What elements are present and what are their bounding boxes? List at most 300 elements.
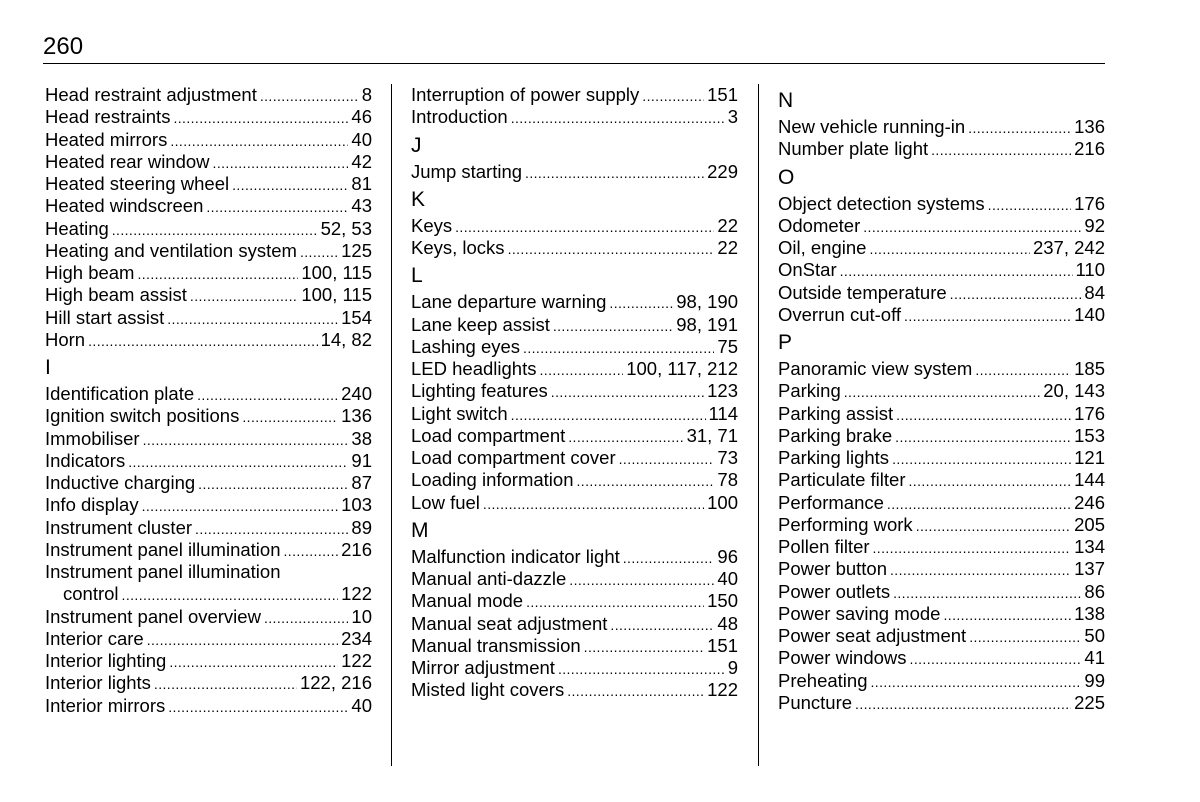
- entry-term: Puncture: [778, 691, 853, 713]
- index-entry: [45, 240, 372, 262]
- index-column-3: [778, 84, 1105, 714]
- header-rule: [43, 63, 1105, 64]
- index-entry: [778, 304, 1105, 326]
- section-letter: M: [411, 518, 429, 542]
- entry-term: Outside temperature: [778, 281, 947, 303]
- entry-term: Info display: [45, 494, 139, 516]
- dot-leader: [190, 285, 298, 307]
- index-entry: [778, 536, 1105, 558]
- entry-pages: 100: [707, 491, 738, 513]
- dot-leader: [887, 493, 1071, 515]
- entry-term: Parking brake: [778, 424, 893, 446]
- entry-term: Lane departure warning: [411, 291, 607, 313]
- entry-pages: 110: [1075, 259, 1105, 281]
- entry-pages: 136: [1074, 116, 1105, 137]
- dot-leader: [525, 162, 704, 184]
- entry-term: Instrument panel overview: [45, 605, 261, 627]
- entry-pages: 103: [341, 494, 372, 516]
- dot-leader: [511, 404, 706, 426]
- index-entry: [778, 380, 1105, 402]
- entry-term: High beam assist: [45, 284, 187, 306]
- index-entry-continuation: [45, 583, 372, 605]
- entry-pages: 100, 115: [301, 284, 372, 306]
- entry-term: Low fuel: [411, 491, 480, 513]
- entry-pages: 234: [341, 627, 372, 649]
- index-entry: [411, 568, 738, 590]
- entry-pages: 216: [341, 538, 372, 560]
- entry-pages: 185: [1074, 358, 1105, 379]
- entry-pages: 43: [351, 195, 372, 217]
- index-entry: [778, 625, 1105, 647]
- entry-term: Instrument panel illumination: [45, 538, 281, 560]
- entry-pages: 41: [1084, 647, 1105, 669]
- entry-term: New vehicle running-in: [778, 116, 966, 137]
- index-entry: [411, 380, 738, 402]
- entry-pages: 31, 71: [686, 424, 738, 446]
- entry-pages: 125: [341, 239, 372, 261]
- entry-pages: 100, 117, 212: [626, 358, 738, 379]
- index-entry: [778, 116, 1105, 138]
- entry-term: Lighting features: [411, 380, 548, 402]
- dot-leader: [844, 381, 1041, 403]
- index-entry: [411, 215, 738, 237]
- index-entry: [411, 291, 738, 313]
- dot-leader: [968, 117, 1071, 139]
- dot-leader: [128, 451, 348, 473]
- index-entry: [45, 472, 372, 494]
- dot-leader: [173, 107, 348, 129]
- entry-term: Parking: [778, 380, 841, 402]
- entry-pages: 87: [351, 472, 372, 493]
- entry-pages: 246: [1074, 491, 1105, 513]
- column-divider: [391, 84, 392, 766]
- entry-pages: 9: [727, 657, 738, 678]
- entry-term: Load compartment: [411, 424, 566, 446]
- dot-leader: [553, 315, 673, 337]
- entry-term: Oil, engine: [778, 237, 867, 258]
- section-letter: L: [411, 264, 423, 288]
- entry-term: Performing work: [778, 513, 913, 535]
- index-entry: [45, 383, 372, 405]
- entry-term: Heating and ventilation system: [45, 239, 297, 261]
- dot-leader: [284, 540, 339, 562]
- dot-leader: [170, 130, 348, 152]
- index-entry: [45, 561, 372, 583]
- index-entry: [411, 358, 738, 380]
- index-entry: [45, 450, 372, 472]
- entry-pages: 14, 82: [320, 328, 372, 350]
- entry-term: Hill start assist: [45, 306, 165, 328]
- dot-leader: [523, 337, 714, 359]
- index-entry: [411, 447, 738, 469]
- index-entry: [778, 492, 1105, 514]
- entry-pages: 38: [351, 427, 372, 449]
- entry-term-continuation: control: [63, 583, 119, 605]
- entry-pages: 150: [707, 590, 738, 612]
- index-entry: [778, 425, 1105, 447]
- index-entry: [45, 106, 372, 128]
- entry-pages: 122: [707, 679, 738, 701]
- dot-leader: [143, 429, 349, 451]
- page-number: 260: [43, 33, 84, 60]
- dot-leader: [969, 626, 1081, 648]
- entry-term: Pollen filter: [778, 536, 870, 557]
- index-entry: [778, 581, 1105, 603]
- entry-pages: 92: [1084, 214, 1105, 236]
- entry-pages: 205: [1074, 513, 1105, 535]
- entry-term: Interior lighting: [45, 650, 167, 671]
- entry-pages: 3: [727, 106, 738, 128]
- dot-leader: [855, 693, 1071, 715]
- dot-leader: [988, 194, 1071, 216]
- section-letter: K: [411, 187, 426, 211]
- index-entry: [778, 447, 1105, 469]
- dot-leader: [893, 582, 1081, 604]
- entry-pages: 154: [341, 306, 372, 328]
- entry-term: Power button: [778, 558, 888, 580]
- entry-pages: 22: [717, 237, 738, 258]
- entry-pages: 122: [341, 650, 372, 671]
- index-entry: [45, 84, 372, 106]
- dot-leader: [569, 569, 714, 591]
- dot-leader: [904, 305, 1071, 327]
- index-entry: [45, 428, 372, 450]
- index-entry: [411, 161, 738, 183]
- dot-leader: [863, 216, 1081, 238]
- entry-pages: 40: [351, 694, 372, 716]
- entry-term: Interior care: [45, 627, 144, 649]
- entry-term: Panoramic view system: [778, 358, 973, 379]
- index-entry: [778, 358, 1105, 380]
- entry-pages: 240: [341, 383, 372, 404]
- entry-pages: 40: [717, 568, 738, 589]
- entry-pages: 22: [717, 214, 738, 236]
- dot-leader: [455, 216, 714, 238]
- entry-pages: 84: [1084, 281, 1105, 303]
- index-entry: [45, 628, 372, 650]
- entry-pages: 75: [717, 335, 738, 357]
- entry-pages: 151: [707, 84, 738, 105]
- dot-leader: [526, 591, 704, 613]
- entry-term: Light switch: [411, 402, 508, 424]
- entry-term: Heating: [45, 217, 109, 239]
- index-entry: [411, 635, 738, 657]
- dot-leader: [931, 139, 1071, 161]
- entry-term: Power saving mode: [778, 602, 941, 624]
- index-column-2: [411, 84, 738, 702]
- entry-pages: 122, 216: [299, 672, 372, 694]
- dot-leader: [890, 559, 1071, 581]
- entry-pages: 99: [1084, 669, 1105, 691]
- dot-leader: [147, 629, 338, 651]
- index-entry: [45, 151, 372, 173]
- entry-pages: 153: [1074, 424, 1105, 446]
- dot-leader: [300, 241, 338, 263]
- dot-leader: [623, 547, 715, 569]
- entry-pages: 134: [1074, 536, 1105, 557]
- entry-term: Interior lights: [45, 672, 151, 694]
- entry-pages: 73: [717, 447, 738, 468]
- index-entry: [411, 657, 738, 679]
- entry-term: Keys: [411, 214, 453, 236]
- dot-leader: [870, 671, 1081, 693]
- index-entry: [45, 695, 372, 717]
- index-entry: [411, 403, 738, 425]
- index-entry: [778, 237, 1105, 259]
- index-entry: [411, 106, 738, 128]
- section-letter: J: [411, 133, 422, 157]
- entry-term: Manual anti-dazzle: [411, 568, 567, 589]
- dot-leader: [167, 308, 338, 330]
- entry-pages: 40: [351, 128, 372, 150]
- dot-leader: [950, 283, 1082, 305]
- dot-leader: [943, 604, 1071, 626]
- entry-term: Heated steering wheel: [45, 173, 230, 194]
- entry-term: Interior mirrors: [45, 694, 166, 716]
- dot-leader: [873, 537, 1072, 559]
- dot-leader: [206, 196, 348, 218]
- entry-pages: 151: [707, 634, 738, 656]
- index-column-1: [45, 84, 372, 717]
- entry-term: Introduction: [411, 106, 508, 128]
- entry-pages: 86: [1084, 580, 1105, 602]
- entry-term: OnStar: [778, 259, 837, 281]
- index-entry: [778, 558, 1105, 580]
- entry-pages: 100, 115: [301, 262, 372, 283]
- index-entry: [778, 647, 1105, 669]
- entry-pages: 91: [351, 449, 372, 471]
- index-entry: [778, 514, 1105, 536]
- dot-leader: [567, 680, 704, 702]
- entry-term: Power seat adjustment: [778, 625, 967, 646]
- entry-pages: 121: [1074, 447, 1105, 468]
- dot-leader: [539, 359, 623, 381]
- column-divider: [758, 84, 759, 766]
- index-entry: [778, 259, 1105, 281]
- entry-term: Instrument panel illumination: [45, 561, 281, 582]
- index-entry: [45, 650, 372, 672]
- entry-pages: 216: [1074, 138, 1105, 160]
- dot-leader: [619, 448, 715, 470]
- entry-pages: 176: [1074, 402, 1105, 424]
- entry-pages: 96: [717, 545, 738, 567]
- dot-leader: [610, 614, 714, 636]
- dot-leader: [197, 384, 338, 406]
- index-entry: [411, 613, 738, 635]
- entry-term: Loading information: [411, 469, 574, 491]
- index-entry: [45, 494, 372, 516]
- entry-pages: 52, 53: [320, 217, 372, 239]
- dot-leader: [508, 238, 715, 260]
- index-entry: [411, 590, 738, 612]
- entry-pages: 98, 190: [676, 291, 738, 313]
- entry-term: Power windows: [778, 647, 907, 669]
- dot-leader: [168, 696, 348, 718]
- dot-leader: [551, 381, 704, 403]
- section-letter: N: [778, 89, 794, 112]
- entry-term: Object detection systems: [778, 192, 985, 214]
- index-entry: [45, 606, 372, 628]
- index-entry: [778, 670, 1105, 692]
- entry-pages: 176: [1074, 192, 1105, 214]
- index-entry: [45, 262, 372, 284]
- dot-leader: [975, 359, 1071, 381]
- entry-pages: 78: [717, 469, 738, 491]
- index-entry: [778, 469, 1105, 491]
- entry-term: Inductive charging: [45, 472, 196, 493]
- dot-leader: [910, 648, 1082, 670]
- dot-leader: [142, 495, 339, 517]
- index-entry: [45, 129, 372, 151]
- dot-leader: [264, 607, 348, 629]
- dot-leader: [169, 651, 338, 673]
- index-entry: [45, 195, 372, 217]
- index-entry: [778, 215, 1105, 237]
- dot-leader: [909, 470, 1072, 492]
- dot-leader: [122, 584, 339, 606]
- entry-term: Number plate light: [778, 138, 929, 160]
- entry-term: LED headlights: [411, 358, 537, 379]
- dot-leader: [483, 493, 704, 515]
- index-entry: [45, 672, 372, 694]
- dot-leader: [260, 85, 359, 107]
- entry-term: Parking lights: [778, 447, 890, 468]
- entry-term: Interruption of power supply: [411, 84, 640, 105]
- entry-pages: 98, 191: [676, 313, 738, 335]
- dot-leader: [577, 470, 715, 492]
- entry-term: Jump starting: [411, 160, 523, 182]
- section-letter: P: [778, 331, 793, 354]
- index-entry: [45, 329, 372, 351]
- dot-leader: [584, 636, 704, 658]
- entry-term: Identification plate: [45, 383, 195, 404]
- entry-term: Ignition switch positions: [45, 405, 240, 427]
- index-entry: [45, 405, 372, 427]
- dot-leader: [88, 330, 317, 352]
- dot-leader: [558, 658, 725, 680]
- index-entry: [411, 469, 738, 491]
- entry-term: Preheating: [778, 669, 868, 691]
- entry-term: Manual transmission: [411, 634, 581, 656]
- index-entry: [411, 84, 738, 106]
- entry-term: Horn: [45, 328, 86, 350]
- entry-pages: 10: [351, 605, 372, 627]
- entry-term: Parking assist: [778, 402, 894, 424]
- dot-leader: [242, 406, 338, 428]
- entry-pages: 46: [351, 106, 372, 128]
- entry-term: Misted light covers: [411, 679, 565, 701]
- index-entry: [778, 282, 1105, 304]
- index-entry: [411, 546, 738, 568]
- dot-leader: [137, 263, 298, 285]
- dot-leader: [895, 426, 1071, 448]
- dot-leader: [232, 174, 348, 196]
- section-letter: O: [778, 165, 795, 189]
- dot-leader: [609, 292, 673, 314]
- entry-term: Lane keep assist: [411, 313, 550, 335]
- dot-leader: [869, 238, 1030, 260]
- dot-leader: [568, 426, 683, 448]
- entry-term: Manual seat adjustment: [411, 612, 608, 634]
- dot-leader: [840, 260, 1073, 282]
- index-entry: [411, 679, 738, 701]
- index-entry: [411, 492, 738, 514]
- dot-leader: [195, 518, 348, 540]
- entry-term: Heated mirrors: [45, 128, 168, 150]
- entry-pages: 50: [1084, 625, 1105, 646]
- entry-pages: 122: [341, 583, 372, 605]
- index-entry: [778, 603, 1105, 625]
- entry-pages: 229: [707, 160, 738, 182]
- entry-pages: 138: [1074, 602, 1105, 624]
- entry-term: Heated rear window: [45, 150, 210, 172]
- index-entry: [45, 517, 372, 539]
- index-entry: [411, 237, 738, 259]
- index-entry: [411, 314, 738, 336]
- entry-term: High beam: [45, 262, 135, 283]
- entry-pages: 225: [1074, 691, 1105, 713]
- index-entry: [45, 173, 372, 195]
- entry-pages: 114: [708, 402, 738, 424]
- dot-leader: [916, 515, 1071, 537]
- index-entry: [778, 403, 1105, 425]
- index-entry: [778, 193, 1105, 215]
- entry-term: Load compartment cover: [411, 447, 616, 468]
- dot-leader: [892, 448, 1071, 470]
- index-entry: [45, 307, 372, 329]
- dot-leader: [198, 473, 348, 495]
- entry-pages: 144: [1074, 469, 1105, 491]
- index-entry: [778, 692, 1105, 714]
- dot-leader: [896, 404, 1071, 426]
- entry-pages: 237, 242: [1032, 237, 1105, 258]
- section-letter: I: [45, 356, 51, 379]
- entry-term: Performance: [778, 491, 884, 513]
- entry-term: Instrument cluster: [45, 516, 193, 538]
- entry-pages: 123: [707, 380, 738, 402]
- entry-term: Power outlets: [778, 580, 891, 602]
- entry-term: Overrun cut-off: [778, 303, 902, 325]
- dot-leader: [642, 85, 704, 107]
- entry-pages: 89: [351, 516, 372, 538]
- index-entry: [45, 218, 372, 240]
- entry-term: Head restraints: [45, 106, 171, 128]
- entry-pages: 137: [1074, 558, 1105, 580]
- index-entry: [45, 284, 372, 306]
- entry-pages: 140: [1074, 303, 1105, 325]
- entry-term: Mirror adjustment: [411, 657, 555, 678]
- index-entry: [45, 539, 372, 561]
- entry-term: Indicators: [45, 449, 126, 471]
- entry-term: Heated windscreen: [45, 195, 204, 217]
- index-entry: [778, 138, 1105, 160]
- entry-term: Head restraint adjustment: [45, 84, 257, 105]
- entry-term: Keys, locks: [411, 237, 505, 258]
- entry-pages: 42: [351, 150, 372, 172]
- entry-term: Manual mode: [411, 590, 524, 612]
- index-entry: [411, 336, 738, 358]
- entry-pages: 136: [341, 405, 372, 427]
- dot-leader: [112, 219, 318, 241]
- dot-leader: [511, 107, 725, 129]
- dot-leader: [213, 152, 349, 174]
- entry-term: Lashing eyes: [411, 335, 521, 357]
- entry-pages: 8: [361, 84, 372, 105]
- entry-pages: 48: [717, 612, 738, 634]
- entry-pages: 81: [351, 173, 372, 194]
- entry-term: Odometer: [778, 214, 861, 236]
- index-entry: [411, 425, 738, 447]
